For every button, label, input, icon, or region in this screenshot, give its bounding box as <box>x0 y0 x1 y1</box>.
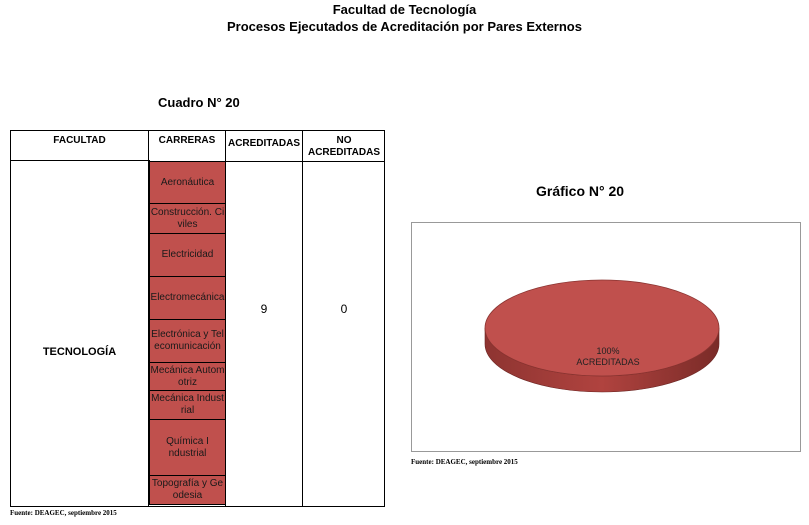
chart-caption: Gráfico N° 20 <box>536 183 625 199</box>
career-item: Electricidad <box>149 233 226 277</box>
page-subtitle: Procesos Ejecutados de Acreditación por Pares Externos <box>227 19 582 34</box>
career-item: Mecánica Industrial <box>149 390 226 420</box>
pie-chart <box>411 222 801 452</box>
career-item: Electrónica y Telecomunicación <box>149 319 226 363</box>
page-title: Facultad de Tecnología <box>332 2 477 17</box>
col-header-carreras: CARRERAS <box>158 135 216 146</box>
career-item: Química Industrial <box>149 419 226 476</box>
career-item: Electromecánica <box>149 276 226 320</box>
table-caption: Cuadro N° 20 <box>158 95 240 110</box>
career-item: Topografía y Geodesia <box>149 475 226 505</box>
pie-chart-svg <box>412 223 800 451</box>
col-header-acreditadas: ACREDITADAS <box>227 138 301 149</box>
pie-percent-label: 100% <box>596 346 620 356</box>
col-header-no-acreditadas: NO ACREDITADAS <box>307 135 381 158</box>
acreditadas-value: 9 <box>260 302 268 316</box>
faculty-name: TECNOLOGÍA <box>42 346 117 358</box>
col-header-facultad: FACULTAD <box>53 135 106 146</box>
career-item: Mecánica Automotriz <box>149 362 226 391</box>
pie-data-label <box>560 346 656 368</box>
table-source-note: Fuente: DEAGEC, septiembre 2015 <box>10 509 117 517</box>
career-item: Construcción. Civiles <box>149 203 226 234</box>
career-item: Aeronáutica <box>149 161 226 204</box>
pie-category-label: ACREDITADAS <box>576 357 640 367</box>
chart-source-note: Fuente: DEAGEC, septiembre 2015 <box>411 458 518 466</box>
no-acreditadas-value: 0 <box>340 302 348 316</box>
